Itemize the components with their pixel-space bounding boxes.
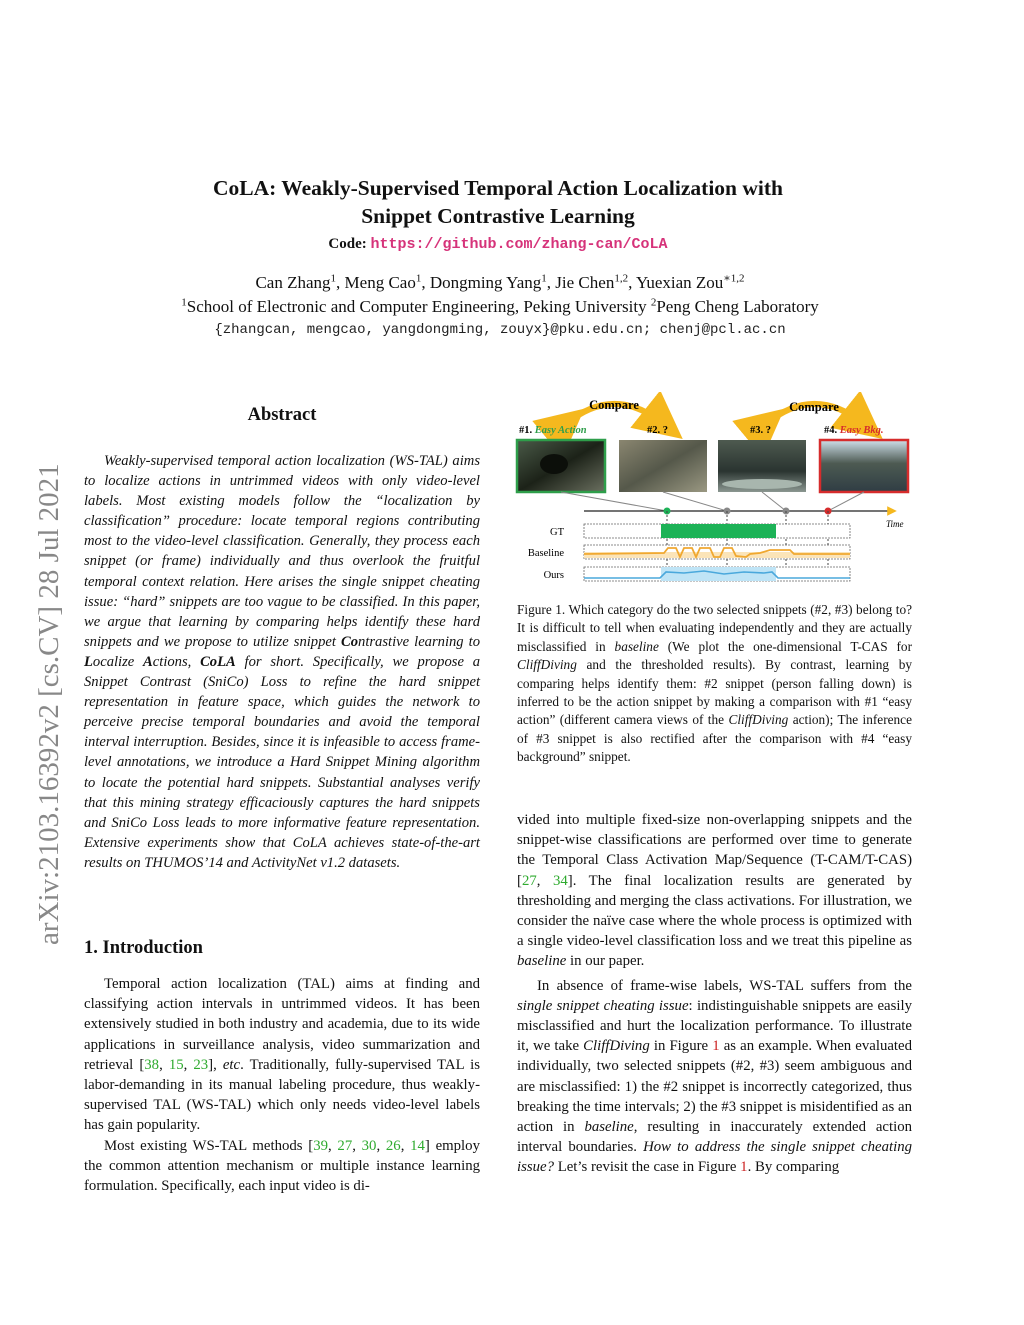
body-italic: baseline (584, 1119, 634, 1136)
affiliation-2: Peng Cheng Laboratory (656, 297, 819, 316)
affiliation-sup: 1 (181, 296, 187, 309)
time-axis-label: Time (886, 519, 904, 529)
intro-text: Most existing WS-TAL methods [ (104, 1137, 314, 1154)
gt-action-bar (661, 524, 776, 538)
snippet-1-label (519, 425, 587, 436)
caption-text: and the thresholded results). By contrast, learning by comparing helps identify them: #2 snippet (person falling down) is inferred to be the action snippet by making a comparison with #1 “easy action” (different camera views of the (517, 657, 912, 728)
caption-text: action); The inference of #3 snippet is also rectified after the comparison with #4 “easy background” snippet. (517, 712, 912, 765)
right-column-body (517, 810, 912, 1178)
row-label-ours: Ours (543, 570, 564, 581)
right-paragraph-2 (517, 976, 912, 1178)
author-name: Yuexian Zou (635, 273, 724, 292)
abstract-text: Weakly-supervised temporal action localization (WS-TAL) aims to localize actions in untrimmed videos with only video-level labels. Most existing models follow the “localization by classification” procedure: locate temporal regions contributing most to the video-level classification. Generally, they process each snippet (or frame) individually and thus overlook the fruitful temporal context relation. Here arises the single snippet cheating issue: “hard” snippets are too vague to be classified. In this paper, we argue that learning by comparing helps identify these hard snippets and we propose to utilize snippet (84, 453, 480, 650)
body-text: , resulting in inaccurately extended action interval boundaries. (517, 1119, 913, 1156)
snippet-4-thumbnail (820, 440, 908, 492)
connector-4 (828, 492, 864, 511)
intro-paragraph-1: Temporal action localization (TAL) aims at finding and classifying action intervals in untrimmed videos. It has been extensively studied in both industry and academia, due to its wide applications in surveillance analysis, video summarization and retrieval [38, 15, 23], etc. Traditionally, fully-supervised TAL is labor-demanding in its manual labeling procedure, thus weakly-supervised TAL (WS-TAL) which only needs video-level labels has gain popularity. (84, 976, 480, 1134)
snippet-3-water (722, 479, 802, 489)
caption-italic: CliffDiving (728, 712, 789, 728)
citation-link[interactable]: 38 (144, 1056, 160, 1073)
intro-text: ], (208, 1056, 223, 1073)
author-name: Jie Chen (555, 273, 615, 292)
intro-heading: 1. Introduction (84, 938, 203, 958)
abstract-body (84, 451, 480, 873)
intro-paragraph-2: Most existing WS-TAL methods [39, 27, 30, 26, 14] employ the common attention mechanism or multiple instance learning formulation. Specifically, each input video is di- (84, 1137, 480, 1195)
figure-ref-link[interactable]: 1 (712, 1038, 720, 1055)
compare-label-left: Compare (589, 398, 639, 412)
title-line-1: CoLA: Weakly-Supervised Temporal Action Localization with (213, 176, 783, 200)
caption-text: Figure 1. Which category do the two selected snippets (#2, #3) belong to? It is difficult to tell when evaluating independently and they are actually misclassified in (517, 602, 912, 654)
ours-action-region (661, 567, 776, 581)
snippet-4-tag: Easy Bkg. (839, 425, 884, 436)
citation-link[interactable]: 15 (168, 1056, 184, 1073)
citation-link[interactable]: 26 (385, 1137, 401, 1154)
body-text: Let’s revisit the case in Figure (554, 1159, 741, 1176)
snippet-1-tag: Easy Action (534, 425, 587, 436)
citation-link[interactable]: 27 (337, 1137, 353, 1154)
author-sup: 1,2 (614, 272, 629, 285)
body-text: ]. The final localization results are generated by thresholding and merging the class activations. For illustration, we consider the naïve case where the whole process is optimized with a single video-level classification loss and we treat this pipeline as (517, 872, 912, 950)
figure-ref-link[interactable]: 1 (740, 1159, 748, 1176)
abstract-heading: Abstract (247, 405, 317, 425)
code-line (100, 236, 896, 253)
author-sup: ∗1,2 (723, 272, 745, 285)
author-name: Dongming Yang (429, 273, 542, 292)
connector-3 (762, 492, 786, 511)
citation-link[interactable]: 39 (313, 1137, 328, 1154)
intro-body (84, 974, 480, 1196)
body-text: . By comparing (747, 1159, 840, 1176)
code-label: Code: (328, 236, 371, 252)
body-text: in our paper. (566, 953, 645, 970)
author-name: Can Zhang (255, 273, 331, 292)
snippet-1-diver (540, 454, 568, 474)
row-label-baseline: Baseline (527, 548, 564, 559)
author-sup: 1 (541, 272, 547, 285)
right-paragraph-1: vided into multiple fixed-size non-overlapping snippets and the snippet-wise classifications are performed over time to generate the Temporal Class Activation Map/Sequence (T-CAM/T-CAS)[27, 34]. The final localization results are generated by thresholding and merging the class activations. For illustration, we consider the naïve case where the whole process is optimized with a single video-level classification loss and we treat this pipeline as baseline in our paper. (517, 812, 912, 970)
author-name: Meng Cao (344, 273, 416, 292)
code-link[interactable]: https://github.com/zhang-can/CoLA (370, 236, 668, 253)
abstract-text: ocalize (92, 653, 144, 670)
citation-link[interactable]: 27 (521, 872, 537, 889)
body-text: : indistinguishable snippets are easily misclassified and hurt the localization performance. To illustrate it, we take (517, 997, 913, 1055)
authors-block (60, 271, 940, 319)
figure-caption (517, 601, 912, 767)
author-sup: 1 (330, 272, 337, 285)
body-italic: baseline (517, 953, 567, 970)
citation-link[interactable]: 23 (193, 1056, 209, 1073)
affiliation-sup: 2 (650, 296, 657, 309)
body-italic: CliffDiving (583, 1038, 650, 1055)
arxiv-stamp-text: arXiv:2103.16392v2 [cs.CV] 28 Jul 2021 (33, 463, 65, 945)
abstract-text: for short. Specifically, we propose a Snippet Contrast (SniCo) Loss to refine the hard snippet representation in feature space, which guides the network to perceive precise temporal boundaries and avoid the temporal interval interruption. Besides, since it is infeasible to access frame-level annotations, we introduce a Hard Snippet Mining algorithm to locate the potential hard snippets. Substantial analyses verify that this mining strategy efficaciously captures the hard snippets and SniCo Loss leads to more informative feature representation. Extensive experiments show that CoLA achieves state-of-the-art results on THUMOS’14 and ActivityNet v1.2 datasets. (84, 653, 480, 871)
intro-text: . Traditionally, fully-supervised TAL is labor-demanding in its manual labeling procedure, thus weakly-supervised TAL (WS-TAL) which only needs video-level labels has gain popularity. (84, 1056, 480, 1134)
snippet-1-prefix: #1. (519, 425, 535, 436)
caption-text: (We plot the one-dimensional T-CAS for (658, 638, 912, 654)
snippet-4-prefix: #4. (824, 425, 840, 436)
intro-text: ] employ the common attention mechanism or multiple instance learning formulation. Specifically, each input video is di- (84, 1137, 480, 1195)
abstract-paragraph (84, 451, 480, 873)
arxiv-stamp (20, 365, 72, 950)
citation-link[interactable]: 14 (410, 1137, 425, 1154)
abstract-bold: L (84, 653, 93, 670)
abstract-text: ctions, (152, 653, 201, 670)
title-line-2: Snippet Contrastive Learning (361, 204, 635, 228)
affiliations (60, 295, 940, 319)
paper-title (100, 174, 896, 230)
connector-1 (561, 492, 667, 511)
intro-italic: etc (222, 1056, 241, 1073)
body-italic: How to address the single snippet cheating issue? (517, 1139, 912, 1176)
abstract-text: ntrastive learning to (358, 633, 480, 650)
snippet-4-label (824, 425, 884, 436)
body-italic: single snippet cheating issue (517, 997, 689, 1014)
emails: {zhangcan, mengcao, yangdongming, zouyx}@pku.edu.cn; chenj@pcl.ac.cn (214, 322, 786, 338)
citation-link[interactable]: 34 (552, 872, 568, 889)
abstract-bold: A (143, 653, 153, 670)
abstract-bold: Co (340, 633, 359, 650)
snippet-2-thumbnail (619, 440, 707, 492)
intro-text: Temporal action localization (TAL) aims at finding and classifying action intervals in untrimmed videos. It has been extensively studied in both industry and academia, due to its wide applications in surveillance analysis, video summarization and retrieval [ (84, 976, 480, 1073)
body-text: vided into multiple fixed-size non-overlapping snippets and the snippet-wise classifications are performed over time to generate the Temporal Class Activation Map/Sequence (T-CAM/T-CAS)[ (517, 812, 912, 889)
author-list: Can Zhang$^1$, Meng Cao$^1$, Dongming Yang$^1$, Jie Chen$^{1,2}$, Yuexian Zou$^{∗1,2}$ (255, 272, 745, 292)
snippet-2-label: #2. ? (647, 425, 668, 436)
body-text: in Figure (649, 1038, 713, 1055)
compare-label-right: Compare (789, 400, 839, 414)
abstract-bold: CoLA (200, 653, 236, 670)
row-label-gt: GT (550, 527, 564, 538)
snippet-3-label: #3. ? (750, 425, 771, 436)
citation-link[interactable]: 30 (361, 1137, 377, 1154)
caption-italic: baseline (614, 638, 659, 654)
figure-1 (514, 392, 914, 592)
connector-2 (663, 492, 727, 511)
affiliation-1: School of Electronic and Computer Engineering, Peking University (186, 297, 651, 316)
body-text: In absence of frame-wise labels, WS-TAL suffers from the (537, 977, 912, 994)
author-sup: 1 (415, 272, 422, 285)
caption-italic: CliffDiving (517, 657, 577, 673)
body-text: as an example. When evaluated individually, two selected snippets (#2, #3) seem ambiguous and are misclassified: 1) the #2 snippet is incorrectly categorized, thus breaking the time intervals; 2) the #3 snippet is misidentified as an action in (517, 1038, 912, 1136)
